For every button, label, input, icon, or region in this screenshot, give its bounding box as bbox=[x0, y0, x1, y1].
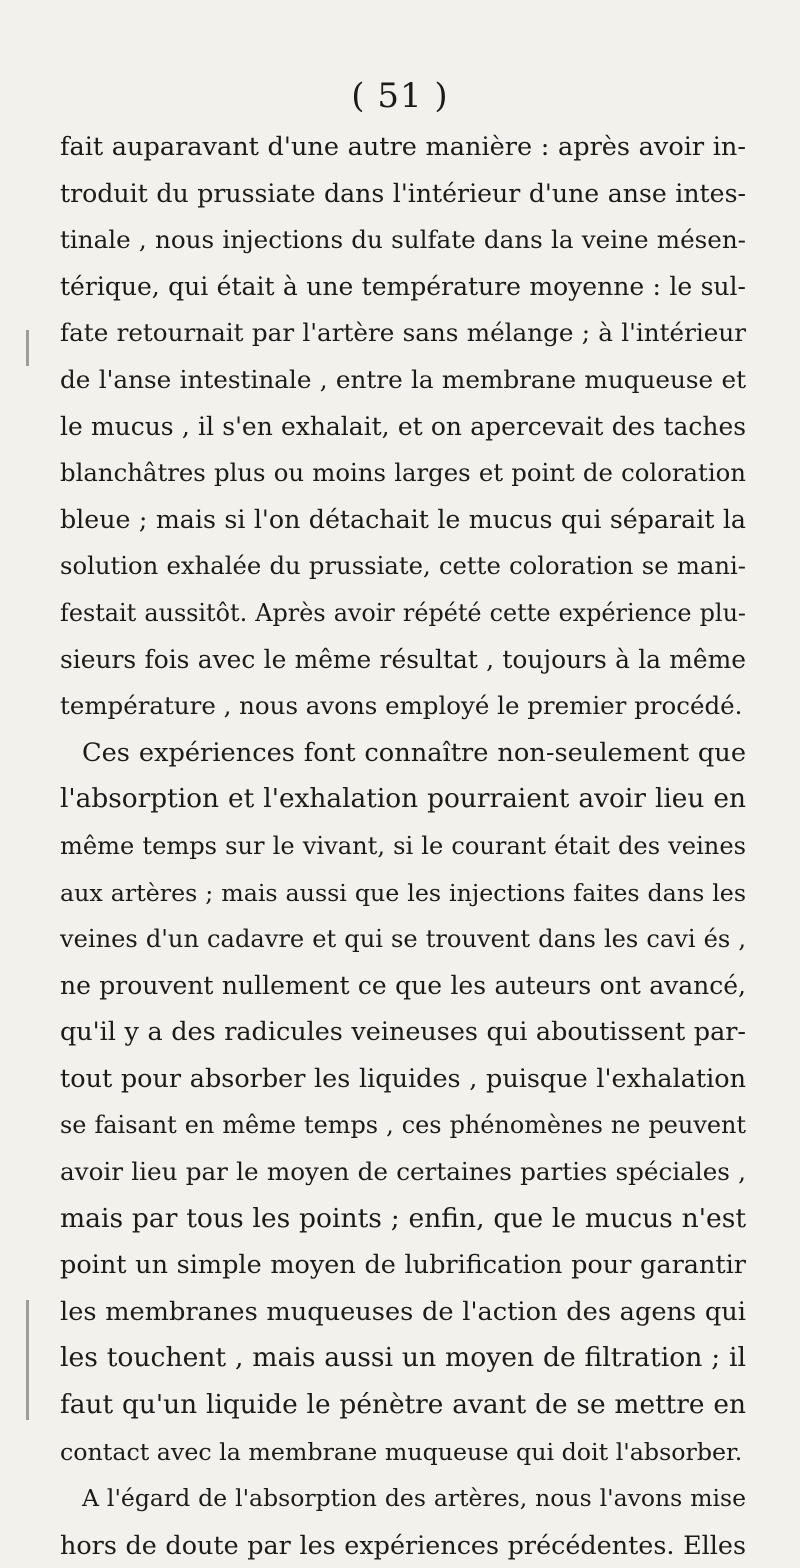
text-line: contact avec la membrane muqueuse qui doit l'absorber. bbox=[60, 1437, 743, 1466]
text-line: troduit du prussiate dans l'intérieur d'une anse intes- bbox=[60, 178, 746, 208]
page-number: ( 51 ) bbox=[351, 76, 449, 116]
text-line: le mucus , il s'en exhalait, et on apercevait des taches bbox=[60, 411, 746, 441]
text-line: qu'il y a des radicules veineuses qui aboutissent par- bbox=[60, 1017, 746, 1048]
text-line: de l'anse intestinale , entre la membrane muqueuse et bbox=[60, 364, 746, 394]
text-line: les touchent , mais aussi un moyen de filtration ; il bbox=[60, 1342, 746, 1374]
text-line: festait aussitôt. Après avoir répété cette expérience plu- bbox=[60, 598, 746, 627]
text-line: même temps sur le vivant, si le courant était des veines bbox=[60, 831, 746, 860]
text-line: blanchâtres plus ou moins larges et point de coloration bbox=[60, 458, 746, 488]
text-line: aux artères ; mais aussi que les injections faites dans les bbox=[60, 878, 746, 907]
text-line: solution exhalée du prussiate, cette coloration se mani- bbox=[60, 551, 746, 581]
text-line: fait auparavant d'une autre manière : après avoir in- bbox=[60, 132, 746, 162]
text-line: Ces expériences font connaître non-seulement que bbox=[82, 737, 746, 768]
text-line: se faisant en même temps , ces phénomènes ne peuvent bbox=[60, 1111, 746, 1140]
text-line: hors de doute par les expériences précédentes. Elles bbox=[60, 1529, 746, 1560]
text-line: ne prouvent nullement ce que les auteurs ont avancé, bbox=[60, 970, 746, 1000]
text-line: l'absorption et l'exhalation pourraient avoir lieu en bbox=[60, 784, 746, 815]
text-line: fate retournait par l'artère sans mélange ; à l'intérieur bbox=[60, 318, 746, 348]
text-line: avoir lieu par le moyen de certaines parties spéciales , bbox=[60, 1157, 746, 1187]
margin-rule bbox=[26, 330, 29, 366]
text-line: faut qu'un liquide le pénètre avant de se mettre en bbox=[60, 1389, 746, 1421]
text-line: sieurs fois avec le même résultat , toujours à la même bbox=[60, 644, 746, 674]
text-line: mais par tous les points ; enfin, que le mucus n'est bbox=[60, 1202, 746, 1234]
text-line: tinale , nous injections du sulfate dans la veine mésen- bbox=[60, 225, 746, 255]
text-line: térique, qui était à une température moyenne : le sul- bbox=[60, 271, 746, 301]
margin-rule bbox=[26, 1300, 29, 1420]
text-line: les membranes muqueuses de l'action des agens qui bbox=[60, 1296, 746, 1327]
text-line: veines d'un cadavre et qui se trouvent dans les cavi és , bbox=[60, 925, 746, 954]
text-line: A l'égard de l'absorption des artères, nous l'avons mise bbox=[82, 1484, 746, 1513]
text-line: point un simple moyen de lubrification pour garantir bbox=[60, 1250, 746, 1281]
body-text bbox=[60, 124, 746, 1568]
text-line: tout pour absorber les liquides , puisque l'exhalation bbox=[60, 1063, 746, 1094]
text-line: température , nous avons employé le premier procédé. bbox=[60, 691, 743, 721]
text-line: bleue ; mais si l'on détachait le mucus qui séparait la bbox=[60, 504, 746, 534]
